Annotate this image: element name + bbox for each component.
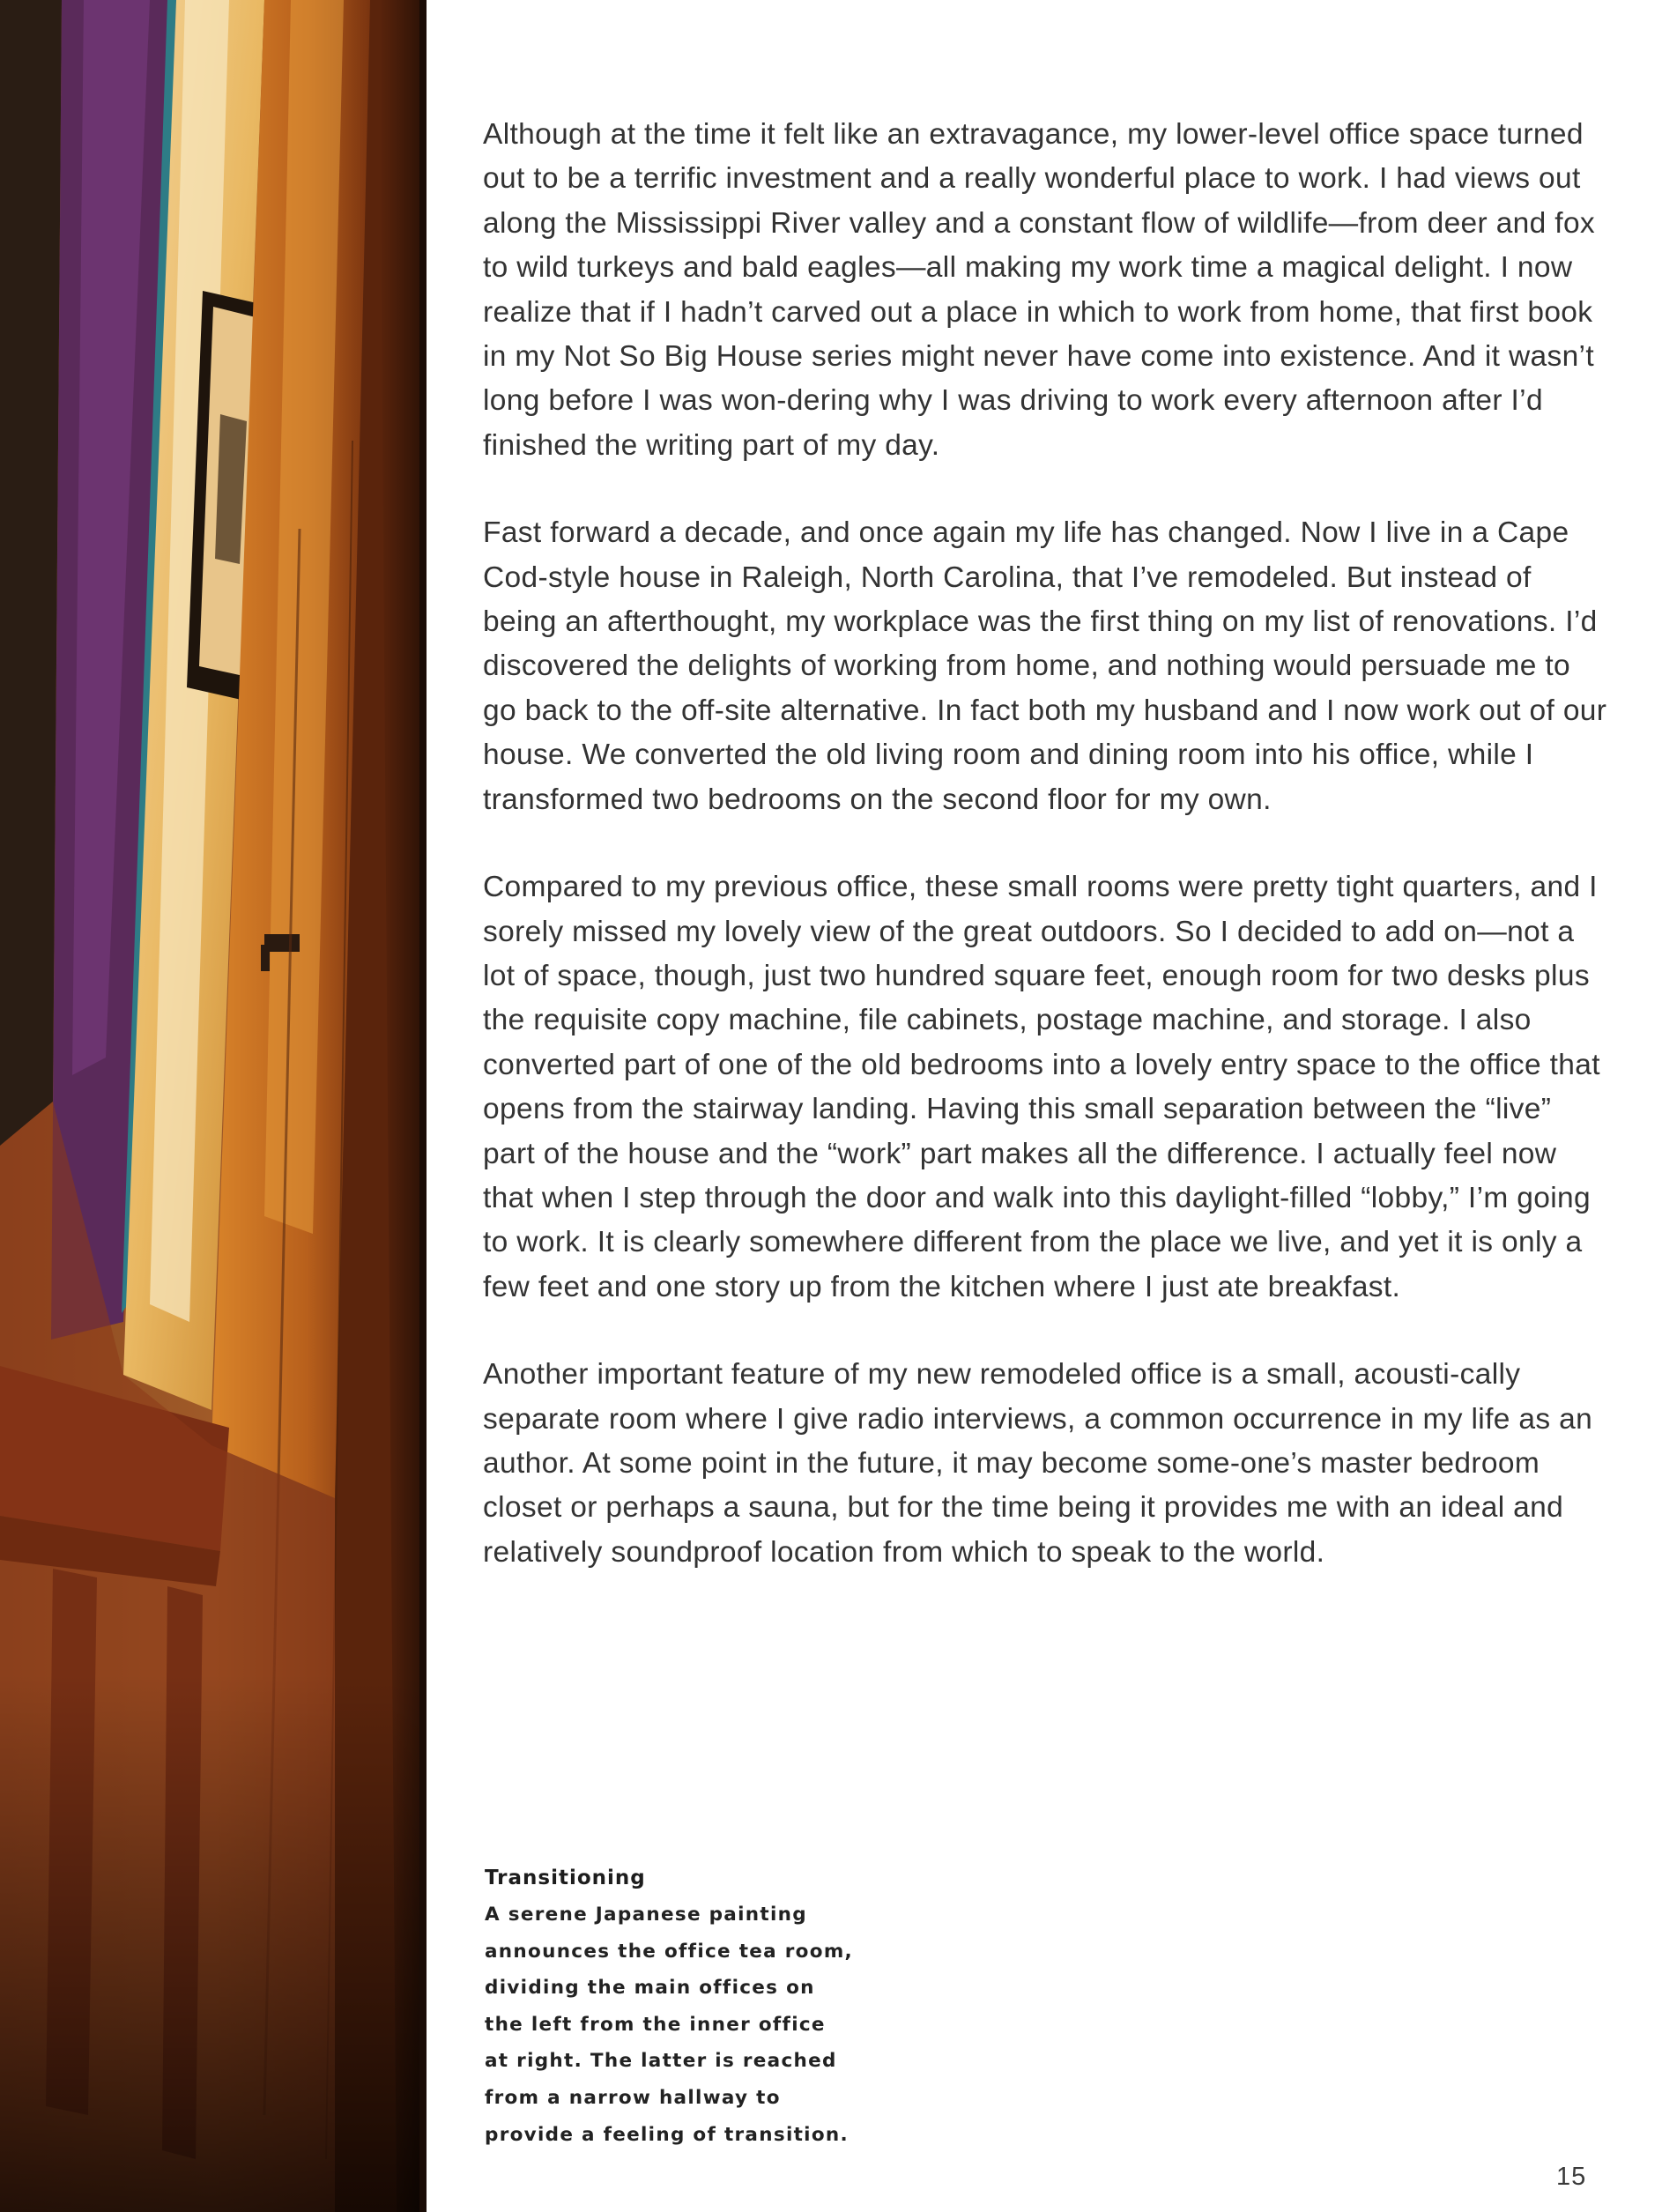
paragraph-3: Compared to my previous office, these small rooms were pretty tight quarters, and I sorely missed my lovely view of the great outdoors. So I decided to add on—not a lot of space, though, just two hundred square feet, enough room for two desks plus the requisite copy machine, file cabinets, postage machine, and storage. I also converted part of one of the old bedrooms into a lovely entry space to the office that opens from the stairway landing. Having this small separation between the “live” part of the house and the “work” part makes all the difference. I actually feel now that when I step through the door and walk into this daylight-filled “lobby,” I’m going to work. It is clearly somewhere different from the place we live, and yet it is only a few feet and one story up from the kitchen where I just ate breakfast.: [483, 871, 1600, 1303]
hallway-photo-illustration: [0, 0, 427, 2212]
paragraph-1: Although at the time it felt like an extravagance, my lower-level office space turned out to be a terrific investment and a really wonderful place to work. I had views out along the Mississippi River valley and a constant flow of wildlife—from deer and fox to wild turkeys and bald eagles—all making my work time a magical delight. I now realize that if I hadn’t carved out a place in which to work from home, that first book in my Not So Big House series might never have come into existence. And it wasn’t long before I was won-dering why I was driving to work every afternoon after I’d finished the writing part of my day.: [483, 118, 1596, 462]
page-number: 15: [1556, 2163, 1587, 2191]
caption-title: Transitioning: [485, 1867, 646, 1889]
hallway-photo: [0, 0, 427, 2212]
photo-caption: [485, 1863, 855, 2153]
paragraph-2: Fast forward a decade, and once again my life has changed. Now I live in a Cape Cod-style house in Raleigh, North Carolina, that I’ve remodeled. But instead of being an afterthought, my workplace was the first thing on my list of renovations. I’d discovered the delights of working from home, and nothing would persuade me to go back to the off-site alternative. In fact both my husband and I now work out of our house. We converted the old living room and dining room into his office, while I transformed two bedrooms on the second floor for my own.: [483, 516, 1607, 816]
paragraph-4: Another important feature of my new remodeled office is a small, acousti-cally separate room where I give radio interviews, a common occurrence in my life as an author. At some point in the future, it may become some-one’s master bedroom closet or perhaps a sauna, but for the time being it provides me with an ideal and relatively soundproof location from which to speak to the world.: [483, 1358, 1593, 1569]
body-text: [483, 113, 1611, 1618]
caption-text: A serene Japanese painting announces the office tea room, dividing the main offices on the left from the inner office at right. The latter is reached from a narrow hallway to provide a feeling of transition.: [485, 1904, 853, 2146]
